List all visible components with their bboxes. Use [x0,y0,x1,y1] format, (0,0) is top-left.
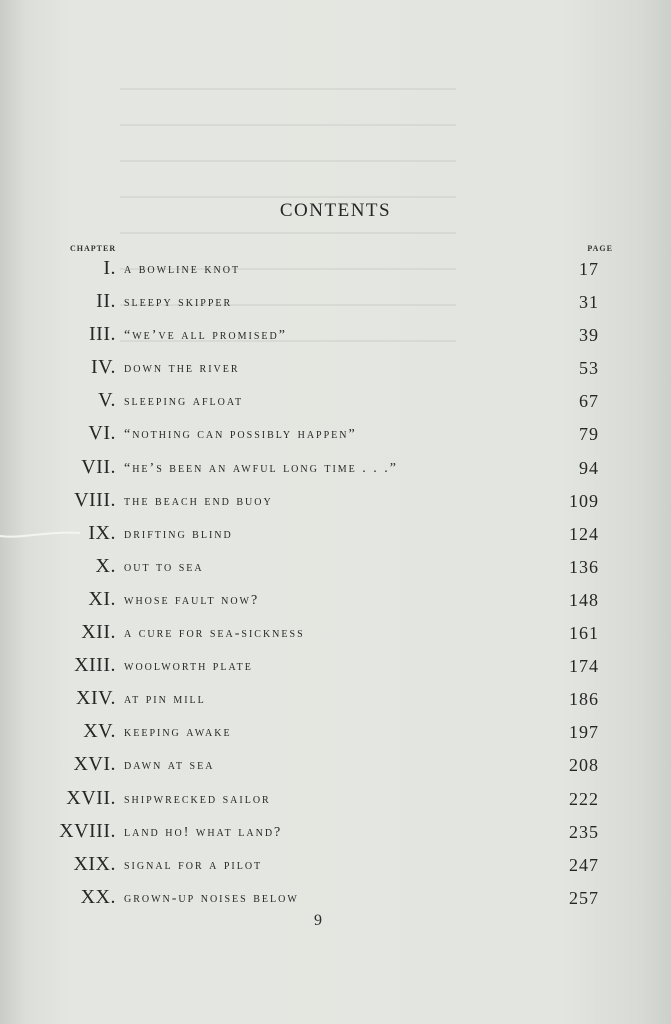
chapter-number: XII. [81,621,116,644]
chapter-number: I. [103,257,116,279]
chapter-title: grown-up noises below [124,890,299,906]
page-number: 67 [579,391,599,412]
chapter-number: III. [89,323,116,346]
chapter-number: IX. [88,521,116,544]
chapter-number: XV. [83,720,116,743]
chapter-title: “we’ve all promised” [124,328,287,344]
page-number: 53 [579,358,599,379]
toc-entry [0,586,671,619]
chapter-number: VII. [81,455,116,478]
chapter-number: XX. [80,885,116,908]
page-number: 208 [569,755,599,776]
chapter-title: drifting blind [124,526,233,542]
toc-entry [0,652,671,685]
chapter-title: land ho! what land? [124,824,283,840]
page-number: 148 [569,589,599,610]
toc-entry [0,851,671,884]
page-number: 222 [569,788,599,809]
chapter-number: XIX. [73,852,116,875]
chapter-title: at pin mill [124,692,206,708]
toc-entry [0,354,671,387]
chapter-title: “he’s been an awful long time . . .” [124,460,398,476]
page-number: 197 [569,722,599,743]
page-number: 174 [569,656,599,677]
page-number: 31 [579,292,599,313]
chapter-title: keeping awake [124,725,232,741]
page-number: 39 [579,325,599,346]
page-number: 186 [569,689,599,710]
chapter-column-label: CHAPTER [70,244,117,253]
toc-entry [0,818,671,851]
chapter-title: “nothing can possibly happen” [124,427,357,443]
chapter-title: sleepy skipper [124,295,233,311]
toc-entry [0,685,671,718]
page-number: 257 [569,887,599,908]
page-folio: 9 [314,912,322,929]
toc-entry [0,255,671,288]
page-title: CONTENTS [279,200,392,221]
chapter-title: shipwrecked sailor [124,791,271,807]
chapter-number: II. [96,290,116,313]
toc-entry [0,321,671,354]
page-number: 235 [569,821,599,842]
chapter-title: woolworth plate [124,659,253,675]
chapter-title: the beach end buoy [124,493,273,509]
page-number: 161 [569,623,599,644]
chapter-number: XIII. [74,654,116,677]
toc-entry [0,420,671,453]
page-number: 124 [569,523,599,544]
page-number: 109 [569,490,599,511]
chapter-number: XVII. [66,786,116,809]
toc-entry [0,454,671,487]
toc-entry [0,487,671,520]
page-number: 94 [579,457,599,478]
chapter-number: XVI. [73,753,116,776]
chapter-number: VI. [88,422,116,445]
toc-entry [0,751,671,784]
toc-entry [0,553,671,586]
chapter-title: sleeping afloat [124,394,244,410]
toc-entry [0,520,671,553]
chapter-number: V. [98,389,116,412]
chapter-title: dawn at sea [124,758,215,774]
chapter-title: down the river [124,361,240,377]
toc-entry [0,619,671,652]
contents-list [0,255,671,917]
toc-entry [0,288,671,321]
chapter-number: XI. [88,587,116,610]
chapter-title: signal for a pilot [124,857,263,873]
chapter-number: XIV. [76,687,116,710]
chapter-title: out to sea [124,559,204,575]
toc-entry [0,718,671,751]
toc-entry [0,785,671,818]
chapter-title: a bowline knot [124,262,241,277]
chapter-number: IV. [90,356,116,379]
chapter-title: a cure for sea-sickness [124,626,305,642]
chapter-number: XVIII. [59,819,116,842]
page-number: 79 [579,424,599,445]
page-number: 136 [569,556,599,577]
chapter-title: whose fault now? [124,592,260,608]
toc-entry [0,387,671,420]
chapter-number: VIII. [74,488,116,511]
chapter-number: X. [95,554,116,577]
page-column-label: PAGE [587,244,613,253]
page-number: 17 [579,259,599,279]
page-number: 247 [569,854,599,875]
